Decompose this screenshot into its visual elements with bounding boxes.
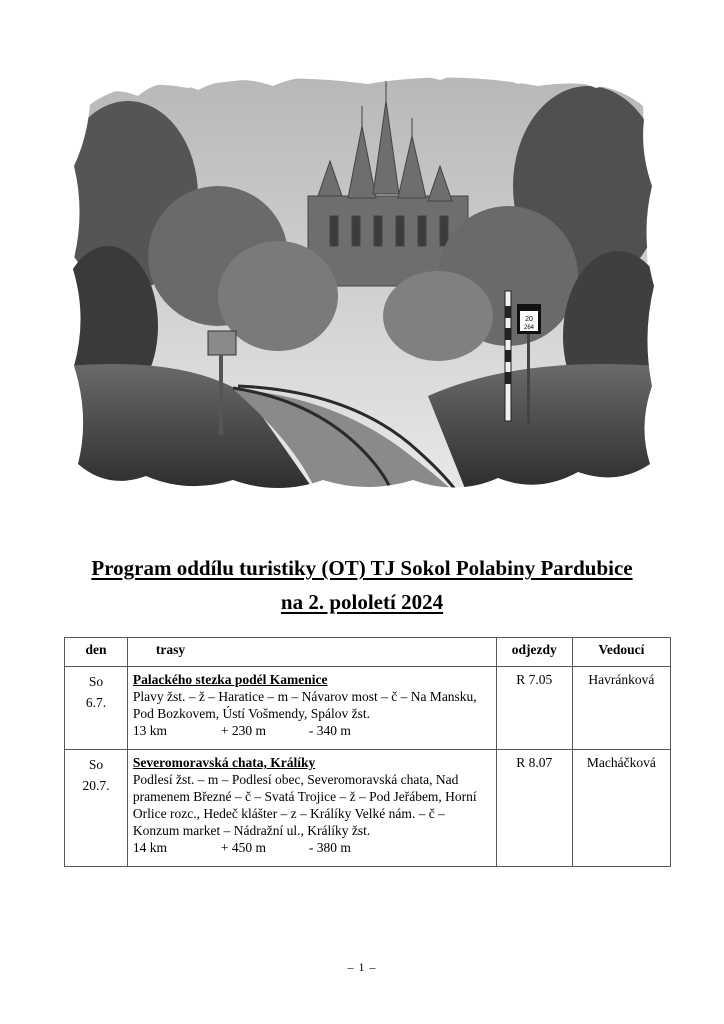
route-stats: [133, 722, 491, 739]
route-distance: 14 km: [132, 840, 168, 855]
document-title: Program oddílu turistiky (OT) TJ Sokol Polabiny Pardubice: [91, 556, 633, 580]
sign-number-bottom: 264: [523, 325, 535, 331]
route-descent: - 340 m: [308, 723, 351, 738]
route-stats: [133, 839, 491, 856]
route-distance: 13 km: [132, 723, 168, 738]
route-ascent: + 230 m: [220, 723, 267, 738]
program-table: [64, 637, 671, 867]
departure-cell: R 7.05: [496, 667, 572, 750]
table-row: [65, 750, 671, 867]
leader-cell: Havránková: [572, 667, 670, 750]
day-date: 6.7.: [85, 695, 107, 710]
day-name: So: [88, 757, 104, 772]
day-date: 20.7.: [82, 778, 110, 793]
header-den: den: [65, 638, 128, 667]
table-header-row: [65, 638, 671, 667]
route-cell: [127, 750, 496, 867]
route-title: Severomoravská chata, Králíky: [132, 755, 316, 770]
hero-photo: [68, 66, 656, 498]
route-description: Plavy žst. – ž – Haratice – m – Návarov most – č – Na Mansku, Pod Bozkovem, Ústí Vošmendy, Spálov žst.: [132, 689, 477, 721]
route-cell: [127, 667, 496, 750]
header-trasy: trasy: [127, 638, 496, 667]
route-descent: - 380 m: [308, 840, 351, 855]
header-odjezdy: odjezdy: [496, 638, 572, 667]
route-title: Palackého stezka podél Kamenice: [132, 672, 328, 687]
route-description: Podlesí žst. – m – Podlesí obec, Severomoravská chata, Nad pramenem Březné – č – Svatá Trojice – ž – Pod Jeřábem, Horní Orlice rozc., Hedeč klášter – z – Králíky Velké nám. – č – Konzum market – Nádražní ul., Králíky žst.: [132, 772, 477, 838]
header-vedouci: Vedoucí: [572, 638, 670, 667]
day-name: So: [88, 674, 104, 689]
leader-cell: Macháčková: [572, 750, 670, 867]
sign-number-top: 20: [525, 316, 533, 323]
day-cell: [65, 750, 128, 867]
page-number: – 1 –: [347, 960, 377, 974]
departure-cell: R 8.07: [496, 750, 572, 867]
table-row: [65, 667, 671, 750]
document-subtitle: na 2. pololetí 2024: [280, 590, 444, 614]
day-cell: [65, 667, 128, 750]
route-ascent: + 450 m: [220, 840, 267, 855]
